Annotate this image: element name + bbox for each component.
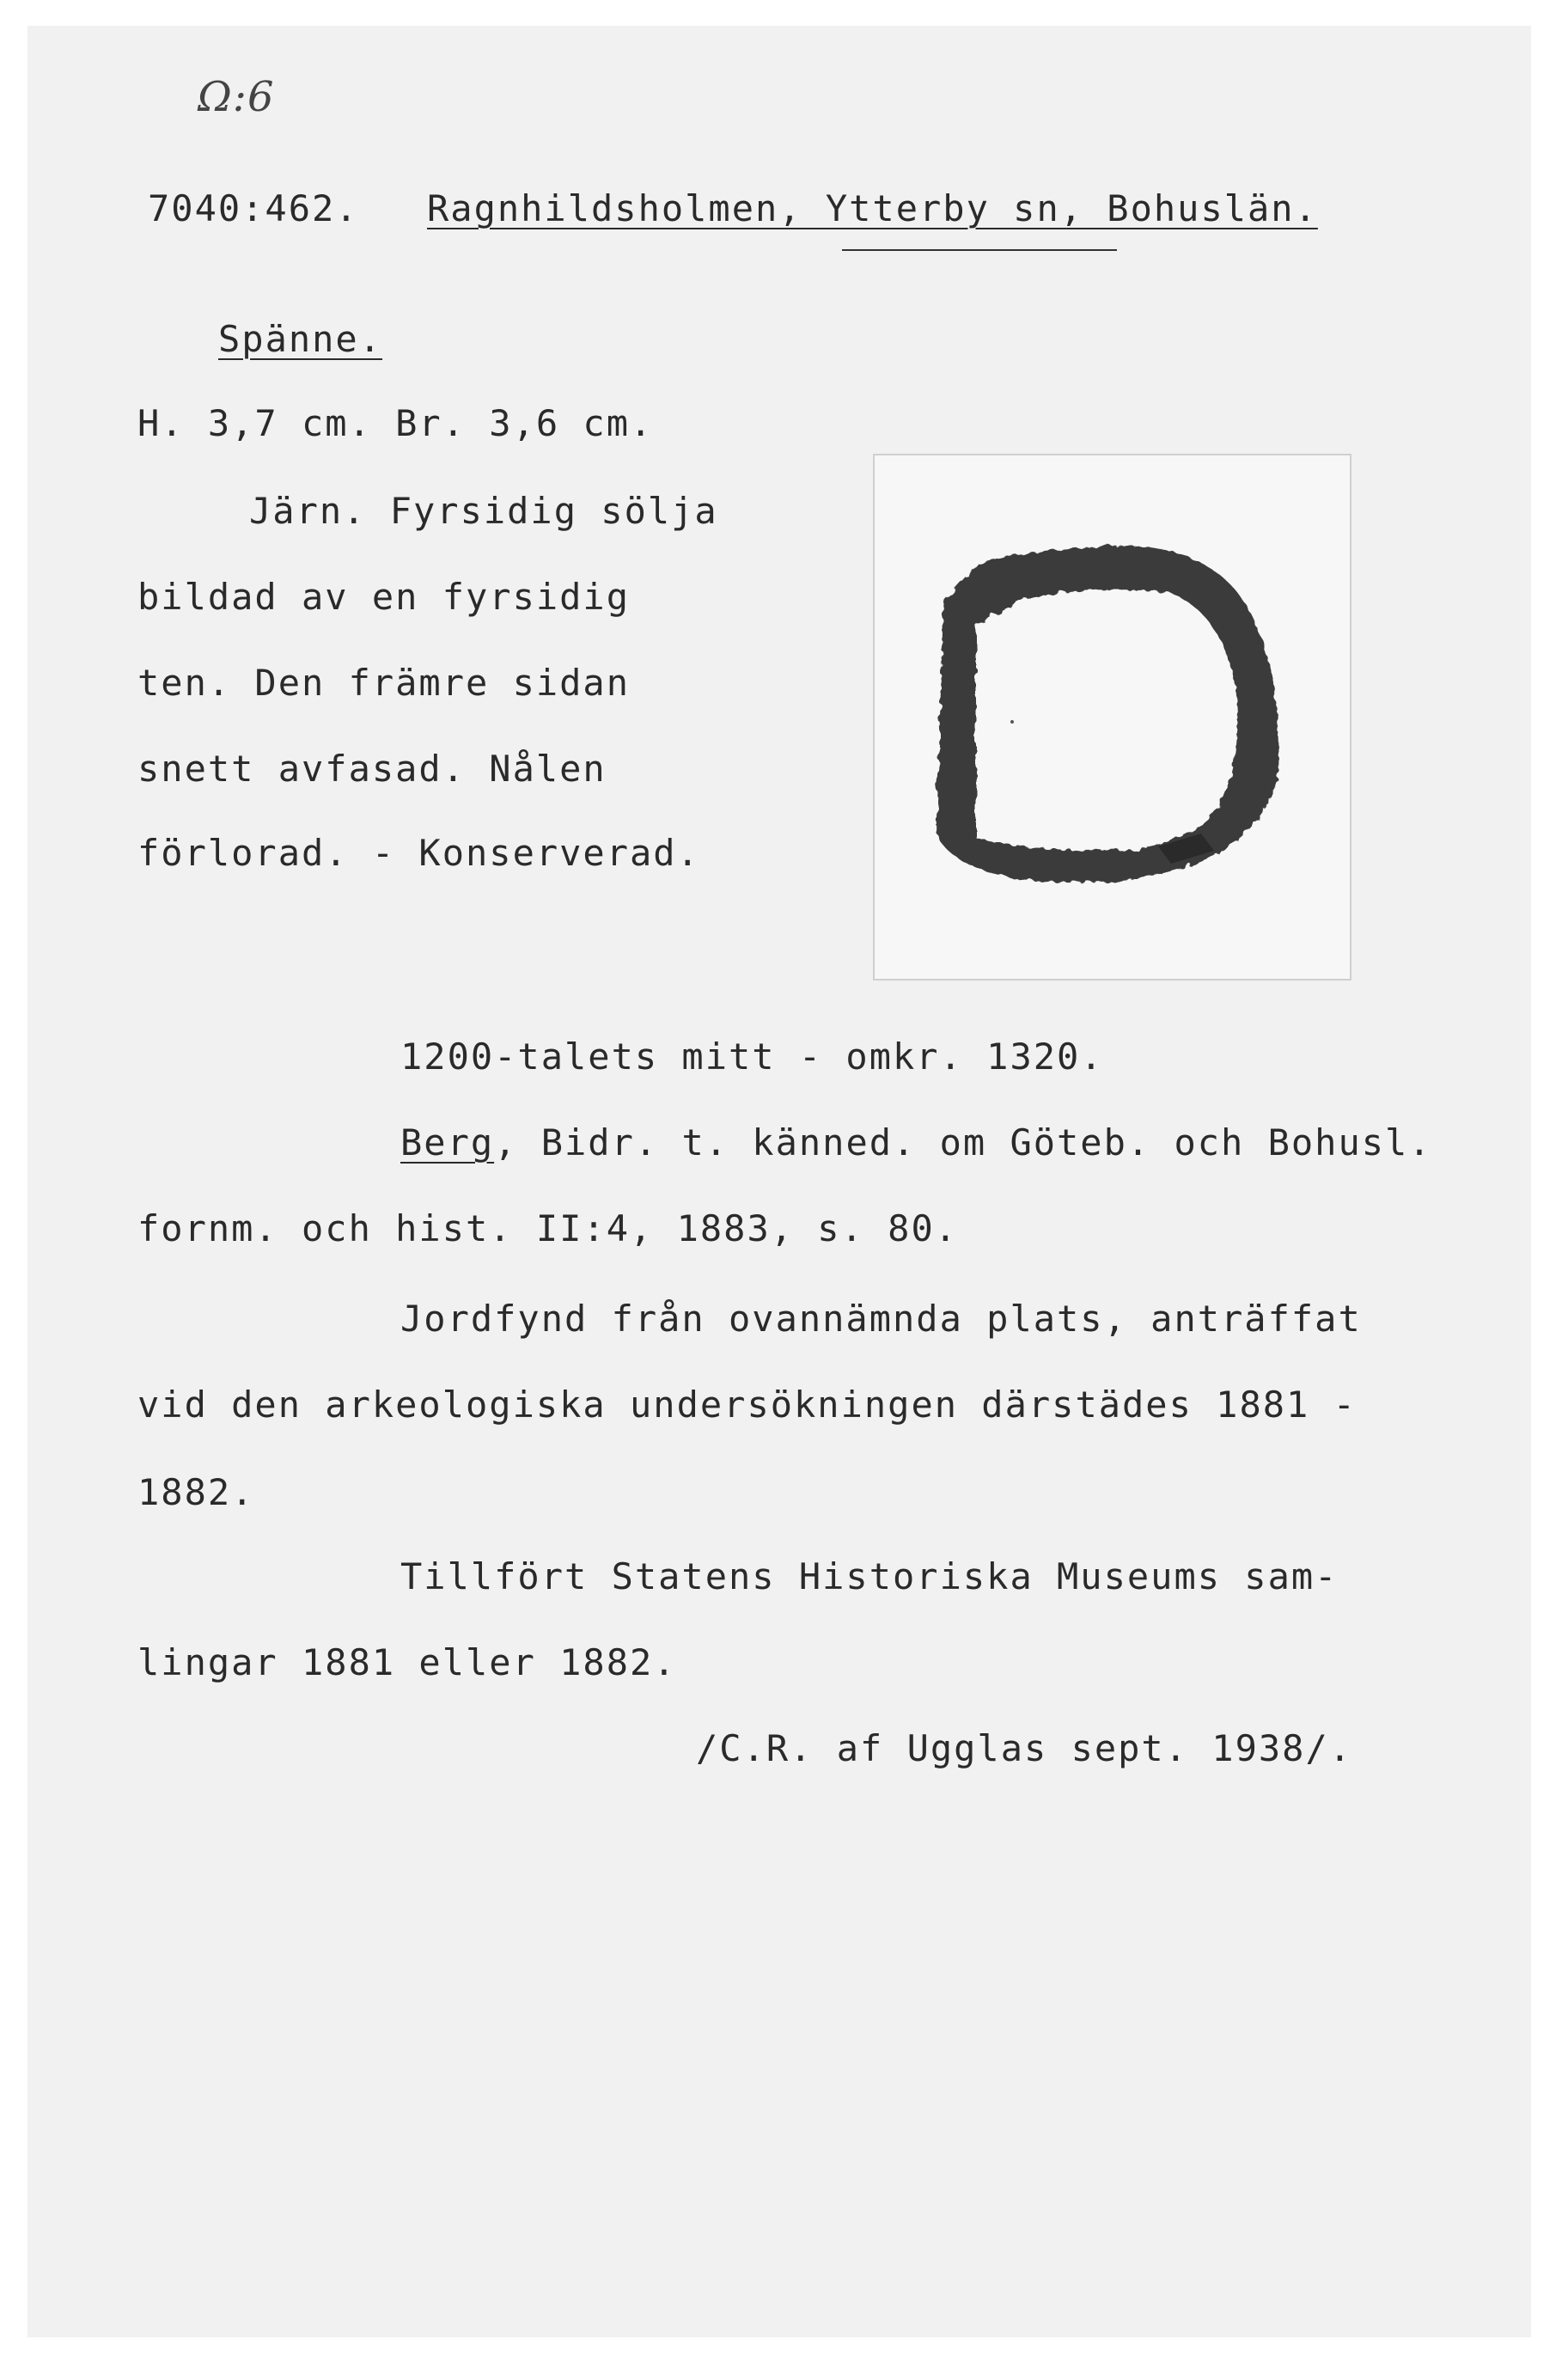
find-context-line: Jordfynd från ovannämnda plats, anträffat xyxy=(400,1298,1362,1340)
description-line: Järn. Fyrsidig sölja xyxy=(249,490,718,532)
reference-title: , Bidr. t. känned. om Göteb. och Bohusl. xyxy=(494,1121,1432,1164)
acquisition-line: lingar 1881 eller 1882. xyxy=(137,1641,677,1683)
description-line: snett avfasad. Nålen xyxy=(137,748,607,790)
catalog-number: 7040:462. xyxy=(148,187,359,229)
reference-line-1 xyxy=(400,1121,1432,1164)
description-line: ten. Den främre sidan xyxy=(137,662,631,704)
find-context-line: 1882. xyxy=(137,1471,255,1513)
object-dimensions: H. 3,7 cm. Br. 3,6 cm. xyxy=(137,402,654,444)
description-line: förlorad. - Konserverad. xyxy=(137,832,700,874)
find-context-line: vid den arkeologiska undersökningen därstädes 1881 - xyxy=(137,1384,1357,1426)
reference-author: Berg xyxy=(400,1121,495,1164)
location-double-underline xyxy=(842,249,1117,251)
handwritten-mark: Ω:6 xyxy=(198,73,275,121)
dating: 1200-talets mitt - omkr. 1320. xyxy=(400,1035,1104,1078)
catalog-card xyxy=(27,26,1531,2337)
buckle-photo xyxy=(873,454,1351,980)
buckle-image xyxy=(875,455,1350,979)
signature: /C.R. af Ugglas sept. 1938/. xyxy=(696,1727,1353,1769)
acquisition-line: Tillfört Statens Historiska Museums sam- xyxy=(400,1555,1339,1597)
reference-line-2: fornm. och hist. II:4, 1883, s. 80. xyxy=(137,1207,959,1249)
description-line: bildad av en fyrsidig xyxy=(137,576,631,618)
object-title: Spänne. xyxy=(218,318,383,360)
find-location: Ragnhildsholmen, Ytterby sn, Bohuslän. xyxy=(427,187,1318,229)
